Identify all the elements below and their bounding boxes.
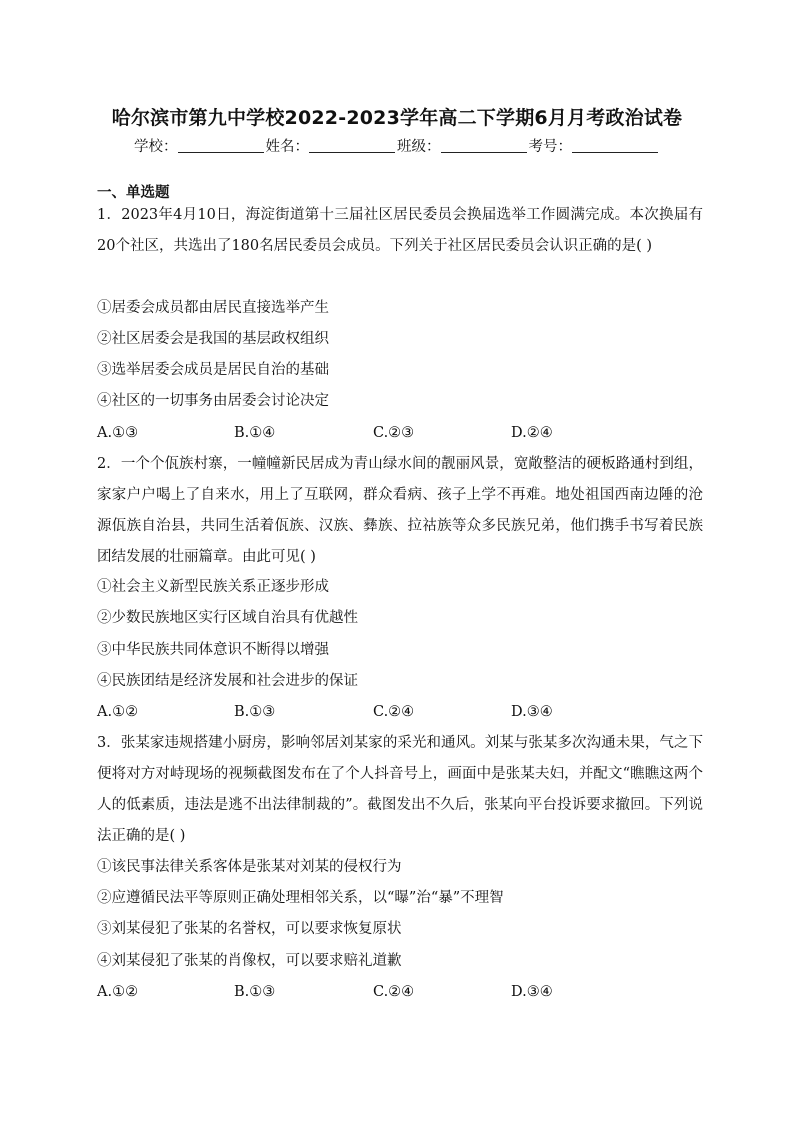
exam-number-blank [572, 138, 658, 153]
question-3-stem: 3．张某家违规搭建小厨房，影响邻居刘某家的采光和通风。刘某与张某多次沟通未果，气之下便将对方对峙现场的视频截图发布在了个人抖音号上，画面中是张某夫妇，并配文“瞧瞧这两个人的低素质，违法是逃不出法律制裁的”。截图发出不久后，张某向平台投诉要求撤回。下列说法正确的是( ) [97, 735, 703, 844]
question-1-option-4: ④社区的一切事务由居委会讨论决定 [97, 393, 329, 409]
question-2-choice-c[interactable]: C.②④ [373, 704, 415, 720]
question-1-option-2: ②社区居委会是我国的基层政权组织 [97, 331, 329, 347]
question-2-choice-d[interactable]: D.③④ [511, 704, 553, 720]
question-1-choice-d[interactable]: D.②④ [511, 425, 553, 441]
question-2-option-4: ④民族团结是经济发展和社会进步的保证 [97, 673, 358, 689]
name-label: 姓名： [265, 139, 309, 155]
class-blank [441, 138, 527, 153]
exam-title: 哈尔滨市第九中学校2022-2023学年高二下学期6月月考政治试卷 [111, 107, 683, 129]
question-1-choice-b[interactable]: B.①④ [234, 425, 276, 441]
question-1-choice-c[interactable]: C.②③ [373, 425, 415, 441]
name-blank [309, 138, 395, 153]
exam-number-label: 考号： [528, 139, 572, 155]
question-3-option-2: ②应遵循民法平等原则正确处理相邻关系，以“曝”治“暴”不理智 [97, 890, 504, 906]
question-1-choice-a[interactable]: A.①③ [97, 425, 139, 441]
question-2-choices [97, 702, 703, 722]
exam-number-field [529, 135, 661, 156]
question-3-choices [97, 982, 703, 1002]
question-1-option-3: ③选举居委会成员是居民自治的基础 [97, 362, 329, 378]
school-blank [178, 138, 264, 153]
question-3-option-1: ①该民事法律关系客体是张某对刘某的侵权行为 [97, 859, 402, 875]
question-1-choices [97, 423, 703, 443]
question-3-option-3: ③刘某侵犯了张某的名誉权，可以要求恢复原状 [97, 921, 402, 937]
question-3-option-4: ④刘某侵犯了张某的肖像权，可以要求赔礼道歉 [97, 953, 402, 969]
question-3-choice-c[interactable]: C.②④ [373, 984, 415, 1000]
question-2-option-1: ①社会主义新型民族关系正逐步形成 [97, 579, 329, 595]
question-2-option-3: ③中华民族共同体意识不断得以增强 [97, 642, 329, 658]
question-3-choice-b[interactable]: B.①③ [234, 984, 276, 1000]
question-3-choice-a[interactable]: A.①② [97, 984, 139, 1000]
name-field [266, 135, 398, 156]
section-title: 一、单选题 [97, 185, 170, 201]
question-3-choice-d[interactable]: D.③④ [511, 984, 553, 1000]
question-2-choice-b[interactable]: B.①③ [234, 704, 276, 720]
school-label: 学校： [134, 139, 178, 155]
class-field [397, 135, 529, 156]
school-field [134, 135, 266, 156]
question-2-option-2: ②少数民族地区实行区域自治具有优越性 [97, 610, 358, 626]
student-info-line [0, 135, 794, 156]
question-2-stem: 2．一个个佤族村寨，一幢幢新民居成为青山绿水间的靓丽风景，宽敞整洁的硬板路通村到组，家家户户喝上了自来水，用上了互联网，群众看病、孩子上学不再难。地处祖国西南边陲的沧源佤族自治县，共同生活着佤族、汉族、彝族、拉祜族等众多民族兄弟，他们携手书写着民族团结发展的壮丽篇章。由此可见( ) [97, 456, 703, 565]
class-label: 班级： [397, 139, 441, 155]
question-1-stem: 1．2023年4月10日，海淀街道第十三届社区居民委员会换届选举工作圆满完成。本次换届有20个社区，共选出了180名居民委员会成员。下列关于社区居民委员会认识正确的是( ) [97, 207, 703, 254]
question-2-choice-a[interactable]: A.①② [97, 704, 139, 720]
question-1-option-1: ①居委会成员都由居民直接选举产生 [97, 300, 329, 316]
